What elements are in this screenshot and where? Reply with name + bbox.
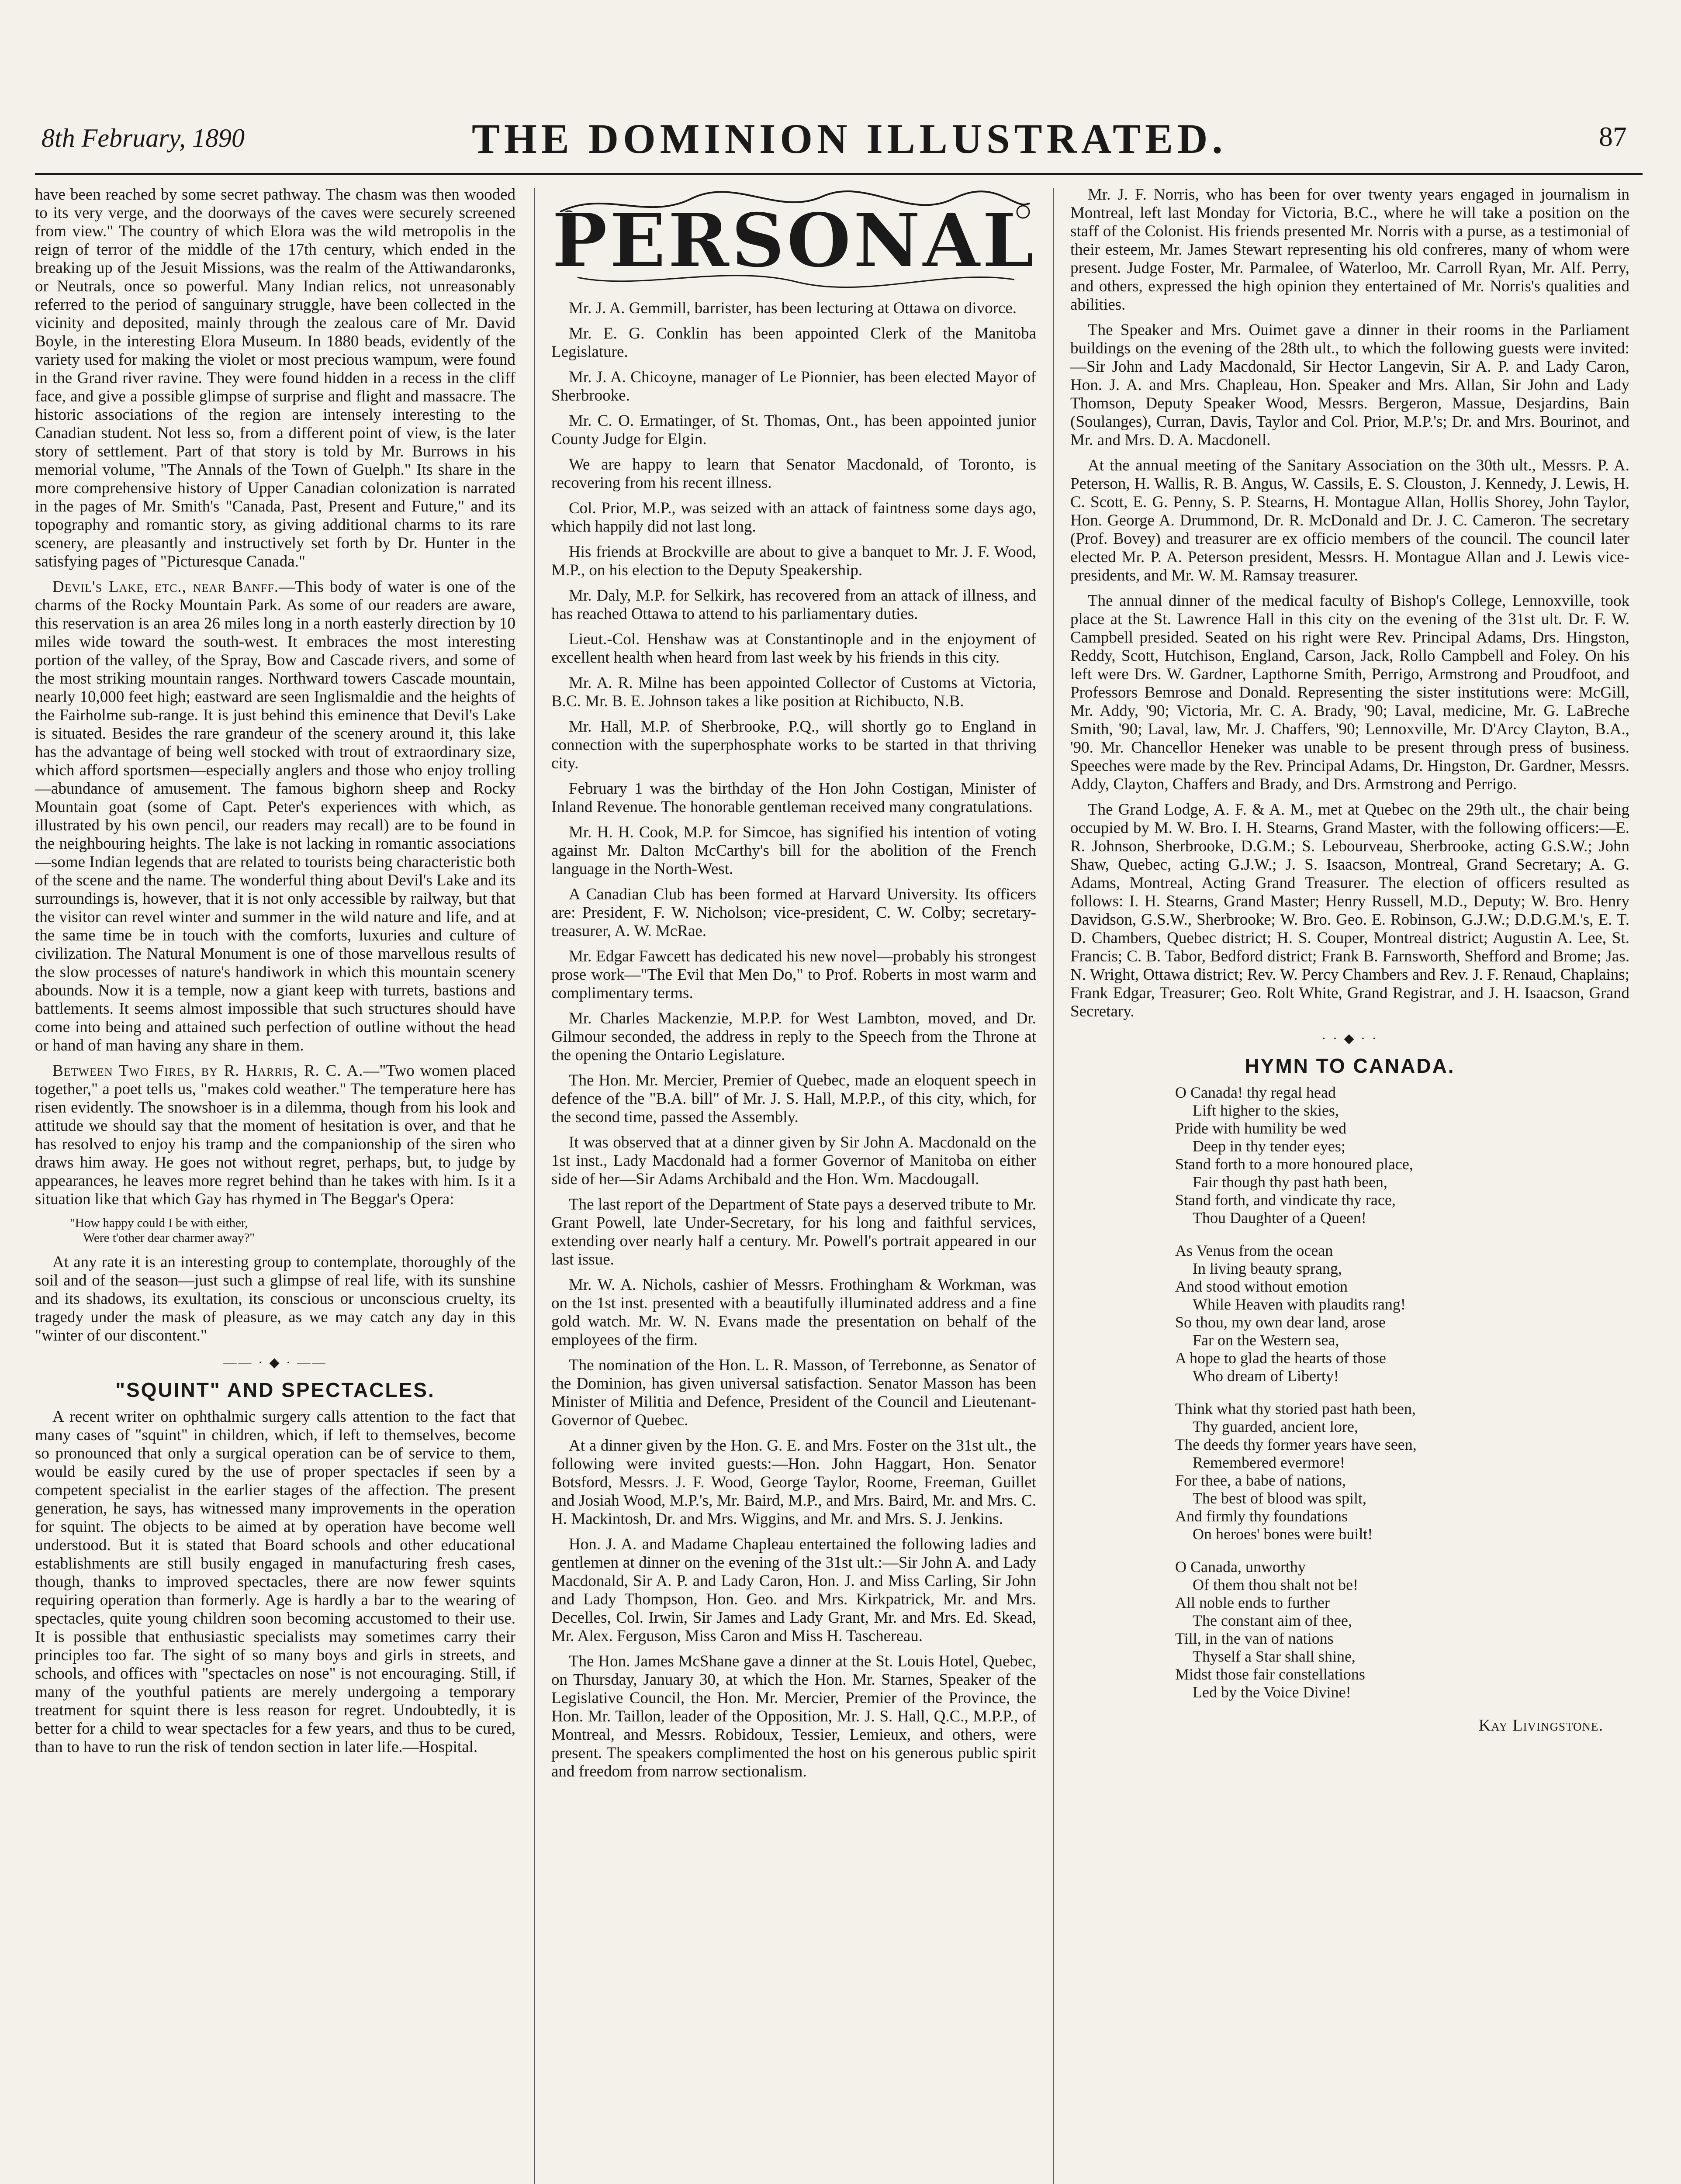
poem-line: Think what thy storied past hath been, xyxy=(1175,1400,1416,1417)
poem-line: O Canada! thy regal head xyxy=(1175,1084,1336,1101)
poem-line: All noble ends to further xyxy=(1175,1594,1330,1611)
paragraph: At any rate it is an interesting group to contemplate, thoroughly of the soil and of the season—just such a glimpse of real life, with its sunshine and its shadows, its exultation, its conscious or unconscious cruelty, its tragedy under the mask of pleasure, as we may catch any day in this "winter of our discontent." xyxy=(35,1253,515,1344)
column-two xyxy=(551,186,1036,2184)
personal-item: Mr. J. A. Chicoyne, manager of Le Pionnier, has been elected Mayor of Sherbrooke. xyxy=(551,368,1036,404)
paragraph xyxy=(35,578,515,1055)
poem-line: So thou, my own dear land, arose xyxy=(1175,1313,1386,1331)
personal-item: The annual dinner of the medical faculty of Bishop's College, Lennoxville, took place at the St. Lawrence Hall in this city on the evening of the 31st ult. Dr. F. W. Campbell presided. Seated on his right were Rev. Principal Adams, Drs. Hingston, Reddy, Scott, Hutchison, England, Carson, Jack, Rollo Campbell and Foley. On his left were Drs. W. Gardner, Lapthorne Smith, Perrigo, Armstrong and Proudfoot, and Professors Bemrose and Donald. Representing the sister institutions were: McGill, Mr. Addy, '90; Victoria, Mr. C. A. Brady, '90; Laval, medicine, Mr. G. LaBreche Smith, '90; Laval, law, Mr. J. Chaffers, '90; Lennoxville, Mr. D'Arcy Clayton, B.A., '90. Mr. Chancellor Heneker was unable to be present through press of business. Speeches were made by the Rev. Principal Adams, Dr. Hingston, Dr. Gardner, Messrs. Addy, Clayton, Chaffers and Brady, and Drs. Armstrong and Perrigo. xyxy=(1070,592,1629,793)
poem-line: Fair though thy past hath been, xyxy=(1193,1173,1387,1191)
poem-signature: Kay Livingstone. xyxy=(1478,1716,1603,1735)
personal-item: Col. Prior, M.P., was seized with an attack of faintness some days ago, which happily did not last long. xyxy=(551,499,1036,536)
poem-line: O Canada, unworthy xyxy=(1175,1558,1306,1576)
personal-item: We are happy to learn that Senator Macdonald, of Toronto, is recovering from his recent illness. xyxy=(551,456,1036,492)
column-divider xyxy=(534,188,535,2184)
poem-line: The best of blood was spilt, xyxy=(1193,1489,1366,1507)
poem-line: Far on the Western sea, xyxy=(1193,1331,1339,1349)
lead-in: Devil's Lake, etc., near Banff. xyxy=(52,578,279,596)
poem-stanza xyxy=(1175,1558,1629,1701)
poem-stanza xyxy=(1175,1242,1629,1385)
personal-items xyxy=(551,299,1036,1781)
paragraph: have been reached by some secret pathway. The chasm was then wooded to its very verge, and the doorways of the caves were securely screened from view." The country of which Elora was the wild metropolis in the reign of terror of the middle of the 17th century, which ended in the breaking up of the Jesuit Missions, was the realm of the Attiwandaronks, or Neutrals, once so powerful. Many Indian relics, not unreasonably referred to the period of sanguinary struggle, have been collected in the vicinity and deposited, mainly through the zealous care of Mr. David Boyle, in the interesting Elora Museum. In 1880 beads, evidently of the variety used for making the violet or most precious wampum, were found in the Grand river ravine. They were found hidden in a recess in the cliff face, and give a possible glimpse of surprise and flight and massacre. The historic associations of the region are intensely interesting to the Canadian student. Not less so, from a different point of view, is the later story of settlement. Part of that story is told by Mr. Burrows in his memorial volume, "The Annals of the Town of Guelph." Its share in the more comprehensive history of Upper Canadian colonization is narrated in the pages of Mr. Smith's "Canada, Past, Present and Future," and its topography and romantic story, as giving additional charms to its rare scenery, are pleasantly and instructively set forth by Dr. Hunter in the satisfying pages of "Picturesque Canada." xyxy=(35,186,515,570)
personal-item: Mr. E. G. Conklin has been appointed Clerk of the Manitoba Legislature. xyxy=(551,325,1036,361)
header-rule xyxy=(35,173,1643,175)
personal-item: The Grand Lodge, A. F. & A. M., met at Quebec on the 29th ult., the chair being occupied by M. W. Bro. I. H. Stearns, Grand Master, with the following officers:—E. R. Johnson, Sherbrooke, D.G.M.; S. Lebourveau, Sherbrooke, acting G.S.W.; John Shaw, Quebec, acting G.J.W.; J. S. Isaacson, Montreal, Grand Secretary; A. G. Adams, Montreal, Acting Grand Treasurer. The election of officers resulted as follows: I. H. Stearns, Grand Master; Henry Russell, M.D., Deputy; W. Bro. Henry Davidson, G.S.W., Sherbrooke; W. Bro. Geo. E. Robinson, G.J.W.; D.D.G.M.'s, E. T. D. Chambers, Quebec district; H. S. Couper, Montreal district; Augustin A. Lee, St. Francis; C. B. Tabor, Bedford district; Frank B. Farnsworth, Shefford and Brome; Jas. N. Wright, Ottawa district; Rev. W. Percy Chambers and Rev. J. F. Renaud, Chaplains; Frank Edgar, Treasurer; Geo. Rolt White, Grand Registrar, and J. H. Isaacson, Grand Secretary. xyxy=(1070,801,1629,1020)
poem-line: Remembered evermore! xyxy=(1193,1454,1345,1471)
poem-line: Midst those fair constellations xyxy=(1175,1666,1365,1683)
section-ornament: —— · ◆ · —— xyxy=(223,1355,327,1370)
verse-quote xyxy=(70,1216,515,1245)
lead-in: Between Two Fires, by R. Harris, R. C. A. xyxy=(52,1062,363,1080)
quote-line: Were t'other dear charmer away?" xyxy=(83,1231,255,1245)
personal-item: Mr. A. R. Milne has been appointed Collector of Customs at Victoria, B.C. Mr. B. E. Johnson takes a like position at Richibucto, N.B. xyxy=(551,674,1036,710)
poem-line: And stood without emotion xyxy=(1175,1278,1348,1295)
poem-line: On heroes' bones were built! xyxy=(1193,1525,1373,1543)
poem-line: Till, in the van of nations xyxy=(1175,1630,1334,1647)
page-number: 87 xyxy=(1599,121,1627,152)
poem-line: Stand forth, and vindicate thy race, xyxy=(1175,1191,1396,1209)
personal-item: The last report of the Department of State pays a deserved tribute to Mr. Grant Powell, late Under-Secretary, for his long and faithful services, extending over nearly half a century. Mr. Powell's portrait appeared in our last issue. xyxy=(551,1196,1036,1268)
poem-line: And firmly thy foundations xyxy=(1175,1507,1348,1525)
poem-line: Stand forth to a more honoured place, xyxy=(1175,1155,1413,1173)
poem-line: Pride with humility be wed xyxy=(1175,1120,1346,1137)
personal-item: It was observed that at a dinner given by Sir John A. Macdonald on the 1st inst., Lady Macdonald had a former Governor of Manitoba on either side of her—Sir Adams Archibald and the Hon. Wm. Macdougall. xyxy=(551,1133,1036,1188)
personal-item: Mr. J. A. Gemmill, barrister, has been lecturing at Ottawa on divorce. xyxy=(569,299,1017,317)
personal-item: Mr. W. A. Nichols, cashier of Messrs. Frothingham & Workman, was on the 1st inst. presented with a beautifully illuminated address and a fine gold watch. Mr. W. N. Evans made the presentation on behalf of the employees of the firm. xyxy=(551,1276,1036,1349)
personal-item: Hon. J. A. and Madame Chapleau entertained the following ladies and gentlemen at dinner on the evening of the 31st ult.:—Sir John A. and Lady Macdonald, Sir A. P. and Lady Caron, Hon. J. and Miss Carling, Sir John and Lady Thompson, Hon. Geo. and Mrs. Kirkpatrick, Mr. and Mrs. Decelles, Col. Irwin, Sir James and Lady Grant, Mr. and Mrs. Ed. Skead, Mr. Alex. Ferguson, Miss Caron and Miss H. Taschereau. xyxy=(551,1535,1036,1645)
personal-item: February 1 was the birthday of the Hon John Costigan, Minister of Inland Revenue. The honorable gentleman received many congratulations. xyxy=(551,780,1036,816)
issue-date: 8th February, 1890 xyxy=(42,124,245,152)
poem-line: Lift higher to the skies, xyxy=(1193,1102,1339,1119)
column-divider xyxy=(1053,188,1054,2184)
poem-line: Thou Daughter of a Queen! xyxy=(1193,1209,1366,1227)
personal-item: Mr. J. F. Norris, who has been for over twenty years engaged in journalism in Montreal, left last Monday for Victoria, B.C., where he will take a position on the staff of the Colonist. His friends presented Mr. Norris with a purse, as a testimonial of their esteem, Mr. James Stewart representing his old confreres, many of whom were present. Judge Foster, Mr. Parmalee, of Waterloo, Mr. Carroll Ryan, Mr. Alf. Perry, and others, expressed the high opinion they entertained of Mr. Norris's qualities and abilities. xyxy=(1070,186,1629,314)
personal-item: The Speaker and Mrs. Ouimet gave a dinner in their rooms in the Parliament buildings on the evening of the 28th ult., to which the following guests were invited:—Sir John and Lady Macdonald, Sir Hector Langevin, Sir A. P. and Lady Caron, Hon. J. A. and Mrs. Chapleau, Hon. Speaker and Mrs. Allan, Sir John and Lady Thomson, Deputy Speaker Wood, Messrs. Bergeron, Massue, Desjardins, Bain (Soulanges), Curran, Davis, Taylor and Col. Prior, M.P.'s; Dr. and Mrs. Bourinot, and Mr. and Mrs. D. A. Macdonell. xyxy=(1070,321,1629,449)
personal-item: Lieut.-Col. Henshaw was at Constantinople and in the enjoyment of excellent health when heard from last week by his friends in this city. xyxy=(551,630,1036,667)
personal-item: Mr. Hall, M.P. of Sherbrooke, P.Q., will shortly go to England in connection with the superphosphate works to be started in that thriving city. xyxy=(551,718,1036,772)
personal-items-continued xyxy=(1070,186,1629,1021)
poem-line: Thy guarded, ancient lore, xyxy=(1193,1418,1358,1435)
personal-item: Mr. Charles Mackenzie, M.P.P. for West Lambton, moved, and Dr. Gilmour seconded, the address in reply to the Speech from the Throne at the opening the Ontario Legislature. xyxy=(551,1009,1036,1064)
poem-title: HYMN TO CANADA. xyxy=(1245,1054,1455,1077)
poem-line: Who dream of Liberty! xyxy=(1193,1367,1339,1385)
poem-line: Led by the Voice Divine! xyxy=(1193,1683,1351,1701)
personal-item: Mr. C. O. Ermatinger, of St. Thomas, Ont., has been appointed junior County Judge for Elgin. xyxy=(551,412,1036,448)
poem-stanza xyxy=(1175,1084,1629,1227)
personal-item: The Hon. James McShane gave a dinner at the St. Louis Hotel, Quebec, on Thursday, January 30, at which the Hon. Mr. Starnes, Speaker of the Legislative Council, the Hon. Mr. Mercier, Premier of the Province, the Hon. Mr. Taillon, leader of the Opposition, Mr. J. S. Hall, Q.C., M.P.P., of Montreal, and Messrs. Robidoux, Tessier, Lemieux, and others, were present. The speakers complimented the host on his generous public spirit and freedom from narrow sectionalism. xyxy=(551,1652,1036,1780)
section-title: "SQUINT" AND SPECTACLES. xyxy=(115,1379,435,1401)
column-three xyxy=(1070,186,1629,2184)
quote-line: "How happy could I be with either, xyxy=(70,1216,248,1230)
personal-item: A Canadian Club has been formed at Harvard University. Its officers are: President, F. W. Nicholson; vice-president, C. W. Colby; secretary-treasurer, A. W. McRae. xyxy=(551,885,1036,940)
personal-item: Mr. H. H. Cook, M.P. for Simcoe, has signified his intention of voting against Mr. Dalton McCarthy's bill for the abolition of the French language in the North-West. xyxy=(551,823,1036,878)
poem-line: The constant aim of thee, xyxy=(1193,1612,1352,1629)
poem-line: Thyself a Star shall shine, xyxy=(1193,1648,1356,1665)
paragraph-body: —This body of water is one of the charms of the Rocky Mountain Park. As some of our readers are aware, this reservation is an area 26 miles long in a north easterly direction by 10 miles wide toward the south-west. It embraces the most interesting portion of the valley, of the Spray, Bow and Cascade rivers, and some of the most striking mountain ranges. Northward towers Cascade mountain, nearly 10,000 feet high; eastward are seen Inglismaldie and the heights of the Fairholme sub-range. It is just behind this eminence that Devil's Lake is situated. Besides the rare grandeur of the scenery around it, this lake has the advantage of being well stocked with trout of extraordinary size, which afford sportsmen—especially anglers and those who enjoy trolling—abundance of amusement. The famous bighorn sheep and Rocky Mountain goat (some of Capt. Peter's experiences with which, as illustrated by his own pencil, our readers may recall) are to be found in the neighbouring heights. The lake is not lacking in romantic associations—some Indian legends that are related to tourists being characteristic both of the scene and the name. The wonderful thing about Devil's Lake and its surroundings is, however, that it is not only accessible by railway, but that the visitor can revel winter and summer in the wild nature and life, and at the same time be in touch with the comforts, luxuries and culture of civilization. The Natural Monument is one of those marvellous results of the slow processes of nature's handiwork in which this mountain scenery abounds. Now it is a temple, now a giant keep with turrets, bastions and battlements. It seems almost impossible that such structures should have come into being and attained such perfection of outline without the head or hand of man having any share in them. xyxy=(35,578,515,1054)
paragraph-body: —"Two women placed together," a poet tells us, "makes cold weather." The temperature here has risen evidently. The snowshoer is in a dilemma, though from his look and attitude we should say that the moment of hesitation is over, and that he has resolved to enjoy his tramp and the companionship of the siren who draws him away. He goes not without regret, perhaps, but, to judge by appearances, he leaves more regret behind than he takes with him. Is it a situation like that which Gay has rhymed in The Beggar's Opera: xyxy=(35,1062,516,1208)
poem-line: Of them thou shalt not be! xyxy=(1193,1576,1358,1593)
personal-item: At the annual meeting of the Sanitary Association on the 30th ult., Messrs. P. A. Peterson, H. Wallis, R. B. Angus, W. Cassils, E. S. Clouston, J. Kennedy, J. Lewis, H. C. Scott, E. G. Penny, S. P. Stearns, H. Montague Allan, Hollis Shorey, John Taylor, Hon. George A. Drummond, Dr. R. McDonald and Dr. J. C. Cameron. The secretary (Prof. Bovey) and treasurer are ex officio members of the council. The council later elected Mr. P. A. Peterson president, Messrs. H. Montague Allan and J. Lewis vice-presidents, and Mr. W. M. Ramsay treasurer. xyxy=(1070,456,1629,584)
masthead xyxy=(0,0,1681,183)
personal-item: Mr. Edgar Fawcett has dedicated his new novel—probably his strongest prose work—"The Evil that Men Do," to Prof. Roberts in most warm and complimentary terms. xyxy=(551,947,1036,1002)
personal-banner-text: PERSONAL xyxy=(551,197,1036,284)
personal-item: Mr. Daly, M.P. for Selkirk, has recovered from an attack of illness, and has reached Ottawa to attend to his parliamentary duties. xyxy=(551,587,1036,623)
poem-line: As Venus from the ocean xyxy=(1175,1242,1333,1259)
section-ornament: · · ◆ · · xyxy=(1321,1031,1378,1046)
personal-item: The Hon. Mr. Mercier, Premier of Quebec, made an eloquent speech in defence of the "B.A. bill" of Mr. J. S. Hall, M.P.P., of this city, which, for the second time, passed the Assembly. xyxy=(551,1071,1036,1126)
poem-line: For thee, a babe of nations, xyxy=(1175,1472,1346,1489)
poem-line: Deep in thy tender eyes; xyxy=(1193,1137,1345,1155)
column-one xyxy=(35,186,515,2184)
hymn-poem xyxy=(1175,1084,1629,1701)
poem-line: While Heaven with plaudits rang! xyxy=(1193,1296,1406,1313)
personal-item: His friends at Brockville are about to give a banquet to Mr. J. F. Wood, M.P., on his election to the Deputy Speakership. xyxy=(551,543,1036,579)
poem-line: In living beauty sprang, xyxy=(1193,1260,1342,1277)
personal-item: At a dinner given by the Hon. G. E. and Mrs. Foster on the 31st ult., the following were invited guests:—Hon. John Haggart, Hon. Senator Botsford, Messrs. J. F. Wood, George Taylor, Roome, Freeman, Guillet and Josiah Wood, M.P.'s, Mr. Baird, M.P., and Mrs. Baird, Mr. and Mrs. C. H. Mackintosh, Dr. and Mrs. Wiggins, and Mr. and Mrs. S. J. Jenkins. xyxy=(551,1437,1036,1528)
paragraph xyxy=(35,1062,515,1209)
publication-title: THE DOMINION ILLUSTRATED. xyxy=(472,115,1227,162)
paragraph: A recent writer on ophthalmic surgery calls attention to the fact that many cases of "squint" in children, which, if left to themselves, become so pronounced that only a surgical operation can be of service to them, would be easily cured by the use of proper spectacles if seen by a competent specialist in the earlier stages of the affection. The present generation, he says, has witnessed many improvements in the operation for squint. The objects to be aimed at by operation have become well understood. But it is stated that Board schools and other educational establishments are still busily engaged in manufacturing fresh cases, though, thanks to improved spectacles, there are now fewer squints requiring operation than formerly. Age is hardly a bar to the wearing of spectacles, quite young children soon becoming accustomed to their use. It is possible that enthusiastic specialists may sometimes carry their principles too far. The sight of so many boys and girls in streets, and schools, and offices with "spectacles on nose" is not encouraging. Still, if many of the youthful patients are merely undergoing a temporary treatment for squint there is less reason for regret. Undoubtedly, it is better for a child to wear spectacles for a few years, and thus to be cured, than to have to run the risk of tendon section in later life.—Hospital. xyxy=(35,1408,515,1756)
poem-line: A hope to glad the hearts of those xyxy=(1175,1349,1386,1367)
poem-stanza xyxy=(1175,1400,1629,1543)
personal-item: The nomination of the Hon. L. R. Masson, of Terrebonne, as Senator of the Dominion, has given universal satisfaction. Senator Masson has been Minister of Militia and Defence, President of the Council and Lieutenant-Governor of Quebec. xyxy=(551,1356,1036,1429)
personal-banner xyxy=(551,186,1036,290)
poem-line: The deeds thy former years have seen, xyxy=(1175,1436,1417,1453)
